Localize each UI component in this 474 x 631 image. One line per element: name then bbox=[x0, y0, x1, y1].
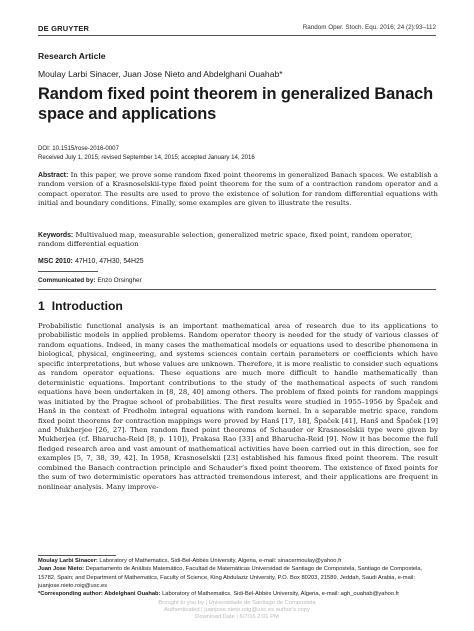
publisher-name: DE GRUYTER bbox=[38, 24, 90, 33]
msc-codes bbox=[38, 257, 144, 265]
introduction-text: Probabilistic functional analysis is an important mathematical area of research due to its applications to probabilistic models in applied problems. Random operator theory is needed for the study of various classes of random equations. Indeed, in many cases the mathematical models or equations used to describe phenomena in biological, physical, engineering, and systems sciences contain certain parameters or coefficients which have specific interpretations, but whose values are unknown. Therefore, it is more realistic to consider such equations as random operator equations. These equations are much more difficult to handle mathematically than deterministic equations. Important contributions to the study of the mathematical aspects of such random equations have been undertaken in [8, 28, 40] among others. The problem of fixed points for random mappings was initiated by the Prague school of probabilities. The first results were studied in 1955–1956 by Špaček and Hanš in the context of Fredholm integral equations with random kernel. In a separable metric space, random fixed point theorems for contraction mappings were proved by Hanš [17, 18], Špaček [41], Hanš and Špaček [19] and Mukherjee [26, 27]. Then random fixed point theorems of Schauder or Krasnoselskii type were given by Mukherjea (cf. Bharucha-Reid [8, p. 110]), Prakasa Rao [33] and Bharucha-Reid [9]. Now it has become the full fledged research area and vast amount of mathematical activities have been carried out in this direction, see for examples [5, 7, 38, 39, 42]. In 1958, Krasnoselskii [23] established his famous fixed point theorem. The result combined the Banach contraction principle and Schauder’s fixed point theorem. The existence of fixed points for the sum of two deterministic operators has attracted tremendous interest, and their applications are frequent in nonlinear analysis. Many improve- bbox=[38, 322, 438, 491]
footnote-name: Moulay Larbi Sinacer: bbox=[38, 558, 98, 564]
watermark-line: Download Date | 6/7/16 2:01 PM bbox=[195, 614, 279, 621]
footnote-item bbox=[38, 557, 438, 565]
received-dates: Received July 1, 2015; revised September 14, 2015; accepted January 14, 2016 bbox=[38, 154, 255, 161]
article-title: Random fixed point theorem in generalized Banach space and applications bbox=[38, 85, 434, 123]
msc-text: 47H10, 47H30, 54H25 bbox=[75, 258, 144, 265]
footnote-name: Juan Jose Nieto: bbox=[38, 566, 85, 573]
watermark-line: Brought to you by | Universidade de Santiago de Compostela bbox=[158, 600, 316, 606]
footnotes bbox=[38, 557, 438, 598]
section-number: 1 bbox=[38, 299, 45, 313]
header-rule bbox=[38, 35, 436, 36]
communicated-name: Enzo Orsingher bbox=[97, 277, 142, 284]
divider-long bbox=[38, 289, 436, 290]
section-title: Introduction bbox=[51, 299, 123, 313]
download-watermark bbox=[0, 600, 474, 622]
watermark-line: Authenticated | juanjose.nieto.roig@usc.es author's copy bbox=[164, 607, 310, 614]
abstract bbox=[38, 171, 438, 209]
abstract-text: In this paper, we prove some random fixed point theorems in generalized Banach spaces. We establish a random version of a Krasnoselskii-type fixed point theorem for the sum of a contraction random operator and a compact operator. The results are used to prove the existence of solution for random differential equations with initial and boundary conditions. Finally, some examples are given to illustrate the results. bbox=[38, 171, 438, 208]
keywords bbox=[38, 231, 438, 250]
abstract-label: Abstract: bbox=[38, 172, 69, 179]
footnote-rule bbox=[38, 555, 116, 556]
communicated-label: Communicated by: bbox=[38, 277, 96, 284]
msc-label: MSC 2010: bbox=[38, 258, 73, 265]
footnote-text: Laboratory of Mathematics, Sidi-Bel-Abbès University, Algeria, e-mail: agh_ouahab@yahoo.fr bbox=[162, 591, 400, 598]
journal-reference: Random Oper. Stoch. Equ. 2016; 24 (2):93–112 bbox=[302, 24, 436, 31]
footnote-item bbox=[38, 590, 438, 598]
divider-short bbox=[38, 271, 98, 272]
footnote-text: Laboratory of Mathematics, Sidi-Bel-Abbès University, Algeria, e-mail: sinacermoulay@yahoo.fr bbox=[99, 558, 342, 564]
article-type: Research Article bbox=[38, 51, 106, 61]
section-heading bbox=[38, 299, 123, 313]
footnote-text: Departamento de Análisis Matemático, Facultad de Matemáticas Universidad de Santiago de Compostela, Santiago de Compostela, 15782, Spain; and Department of Mathematics, Faculty of Science, King Abdulaziz University, P.O. Box 80203, 21589, Jeddah, Saudi Arabia, e-mail: juanjose.nieto.roig@usc.es bbox=[38, 566, 423, 589]
footnote-name: *Corresponding author: Abdelghani Ouahab: bbox=[38, 591, 161, 598]
footnote-item bbox=[38, 565, 438, 590]
communicated-by bbox=[38, 277, 142, 284]
author-list: Moulay Larbi Sinacer, Juan Jose Nieto and Abdelghani Ouahab* bbox=[38, 69, 283, 79]
doi-line[interactable]: DOI: 10.1515/rose-2016-0007 bbox=[38, 145, 119, 152]
keywords-text: Multivalued map, measurable selection, generalized metric space, fixed point, random operator, random differential equation bbox=[38, 231, 413, 249]
keywords-label: Keywords: bbox=[38, 232, 74, 239]
